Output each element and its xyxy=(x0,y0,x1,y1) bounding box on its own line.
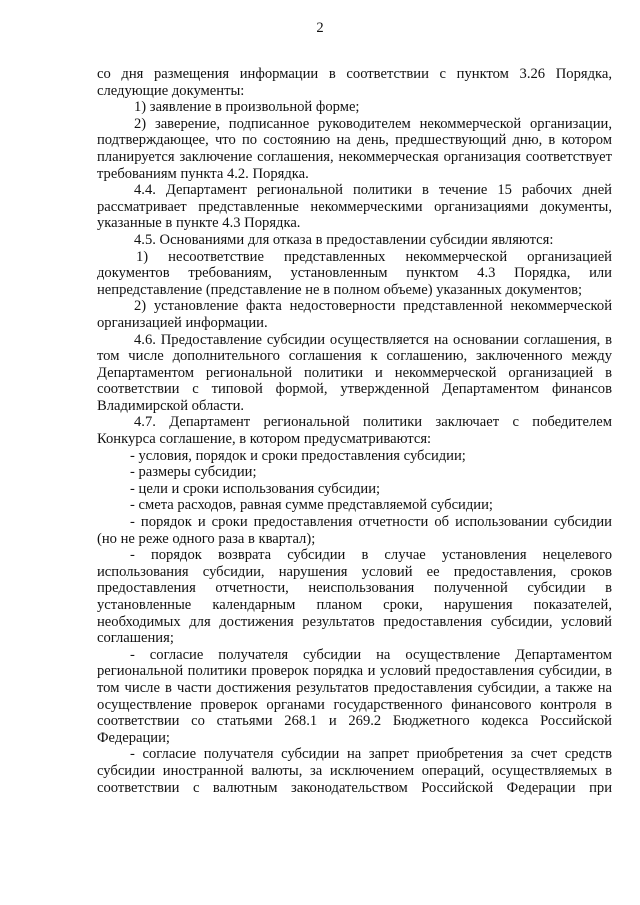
paragraph: 4.4. Департамент региональной политики в течение 15 рабочих дней рассматривает представленные некоммерческими организациями документы, указанные в пункте 4.3 Порядка. xyxy=(97,182,612,232)
paragraph: 1) заявление в произвольной форме; xyxy=(134,99,360,116)
paragraph: 4.5. Основаниями для отказа в предоставлении субсидии являются: xyxy=(134,231,554,248)
paragraph: 2) установление факта недостоверности представленной некоммерческой организацией информации. xyxy=(97,298,612,331)
list-item: - условия, порядок и сроки предоставления субсидии; xyxy=(130,447,466,464)
list-item: - порядок возврата субсидии в случае установления нецелевого использования субсидии, нарушения условий ее предоставления, сроков предоставления отчетности, неиспользования полученной субсидии в установленные календарным планом сроки, нарушения показателей, необходимых для достижения результатов предоставления субсидии, условий соглашения; xyxy=(97,547,612,647)
paragraph: 4.7. Департамент региональной политики заключает с победителем Конкурса соглашение, в котором предусматриваются: xyxy=(97,414,612,448)
paragraph: 1) несоответствие представленных некоммерческой организацией документов требованиям, установленным пунктом 4.3 Порядка, или непредставление (представление не в полном объеме) указанных документов; xyxy=(97,248,612,298)
list-item: - согласие получателя субсидии на запрет приобретения за счет средств субсидии иностранной валюты, за исключением операций, осуществляемых в соответствии с валютным законодательством Российской Федерации при xyxy=(97,746,612,796)
list-item: - размеры субсидии; xyxy=(130,464,257,481)
paragraph: 4.6. Предоставление субсидии осуществляется на основании соглашения, в том числе дополнительного соглашения к соглашению, заключенного между Департаментом региональной политики и некоммерческой организацией в соответствии с типовой формой, утвержденной Департаментом финансов Владимирской области. xyxy=(97,331,612,414)
list-item: - порядок и сроки предоставления отчетности об использовании субсидии (но не реже одного раза в квартал); xyxy=(97,514,612,547)
paragraph: со дня размещения информации в соответствии с пунктом 3.26 Порядка, следующие документы: xyxy=(97,66,612,99)
document-body xyxy=(97,66,612,796)
page-number: 2 xyxy=(316,20,324,36)
list-item: - цели и сроки использования субсидии; xyxy=(130,480,381,497)
list-item: - смета расходов, равная сумме представляемой субсидии; xyxy=(130,497,493,514)
paragraph: 2) заверение, подписанное руководителем некоммерческой организации, подтверждающее, что по состоянию на день, предшествующий дню, в котором планируется заключение соглашения, некоммерческая организация соответствует требованиям пункта 4.2. Порядка. xyxy=(97,115,612,182)
list-item: - согласие получателя субсидии на осуществление Департаментом региональной политики проверок порядка и условий предоставления субсидии, в том числе в части достижения результатов предоставления субсидии, а также на осуществление проверок органами государственного финансового контроля в соответствии со статьями 268.1 и 269.2 Бюджетного кодекса Российской Федерации; xyxy=(97,646,612,746)
